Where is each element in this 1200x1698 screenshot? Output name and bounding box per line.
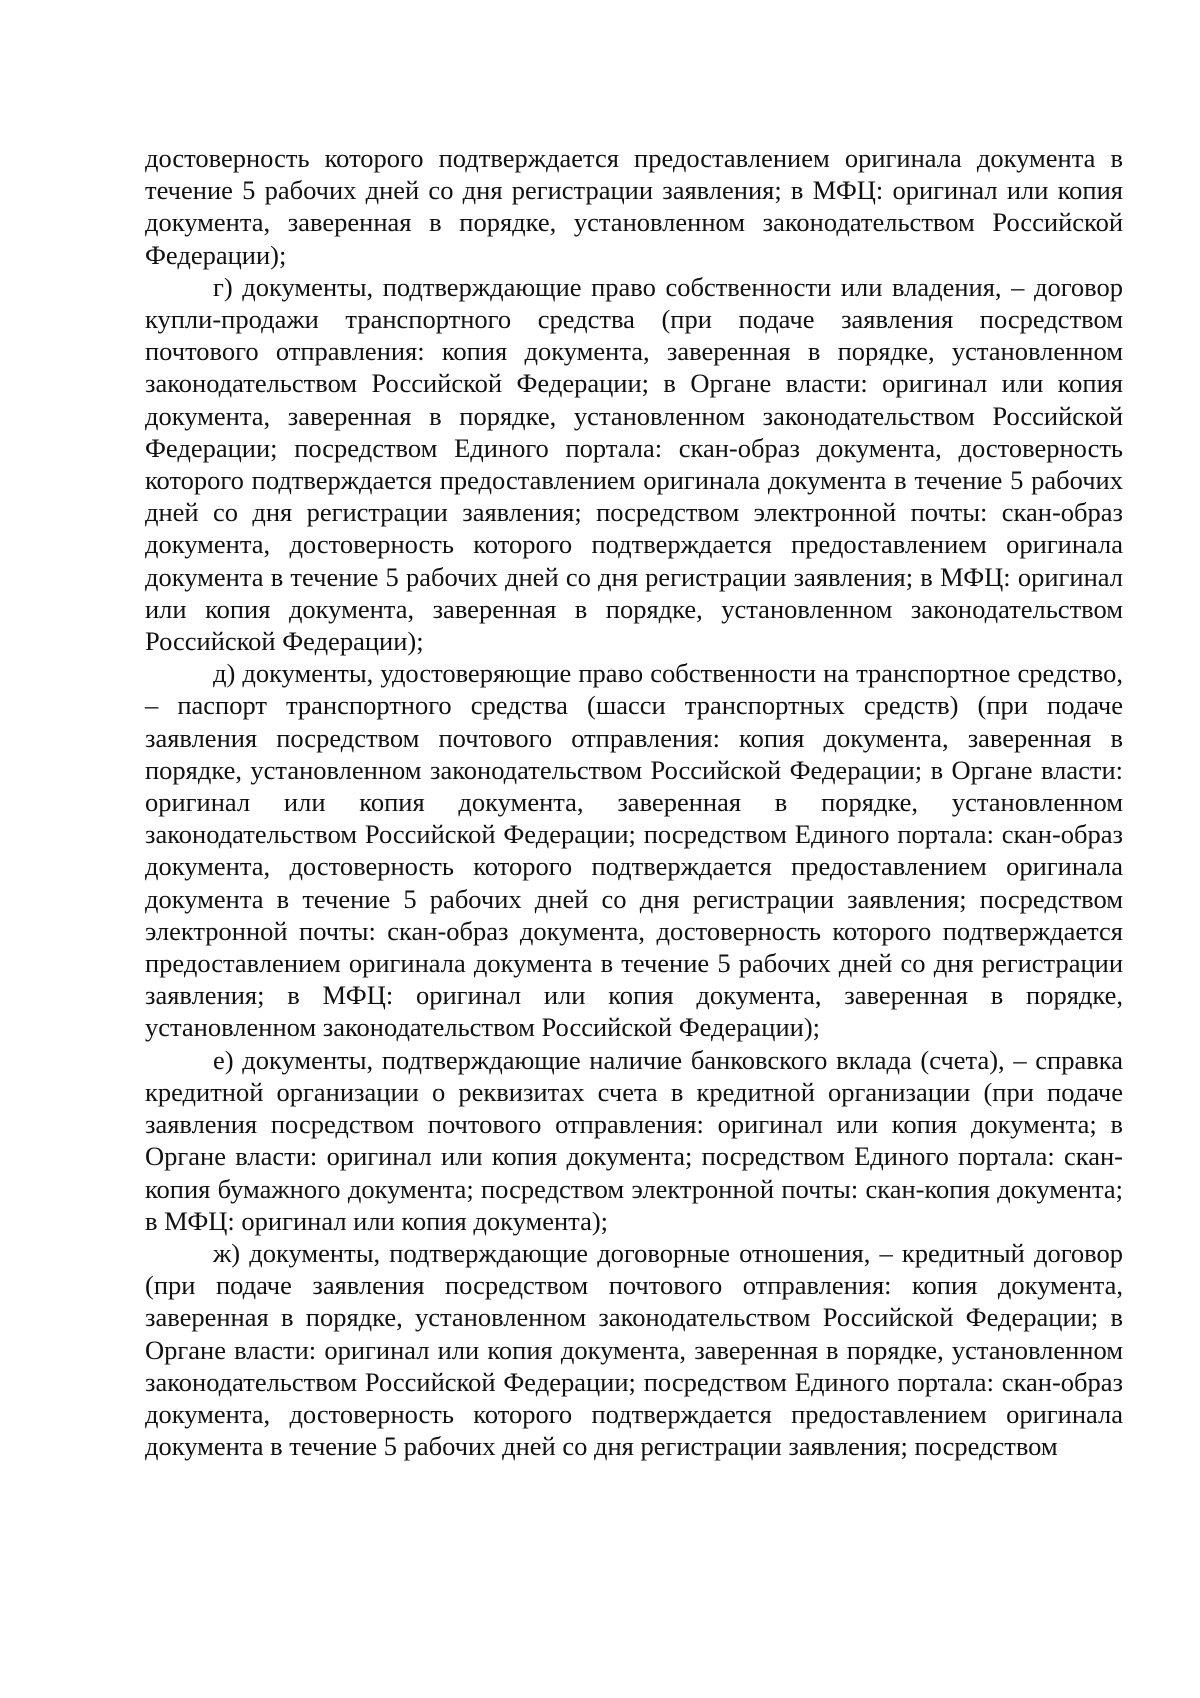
document-body [145,142,1123,1462]
paragraph-continuation: достоверность которого подтверждается предоставлением оригинала документа в течение 5 рабочих дней со дня регистрации заявления; в МФЦ: оригинал или копия документа, заверенная в порядке, установленном законодательством Российской Федерации); [145,143,1123,270]
paragraph-d: д) документы, удостоверяющие право собственности на транспортное средство, – паспорт транспортного средства (шасси транспортных средств) (при подаче заявления посредством почтового отправления: копия документа, заверенная в порядке, установленном законодательством Российской Федерации; в Органе власти: оригинал или копия документа, заверенная в порядке, установленном законодательством Российской Федерации; посредством Единого портала: скан-образ документа, достоверность которого подтверждается предоставлением оригинала документа в течение 5 рабочих дней со дня регистрации заявления; посредством электронной почты: скан-образ документа, достоверность которого подтверждается предоставлением оригинала документа в течение 5 рабочих дней со дня регистрации заявления; в МФЦ: оригинал или копия документа, заверенная в порядке, установленном законодательством Российской Федерации); [145,658,1123,1043]
paragraph-g: г) документы, подтверждающие право собственности или владения, – договор купли-продажи транспортного средства (при подаче заявления посредством почтового отправления: копия документа, заверенная в порядке, установленном законодательством Российской Федерации; в Органе власти: оригинал или копия документа, заверенная в порядке, установленном законодательством Российской Федерации; посредством Единого портала: скан-образ документа, достоверность которого подтверждается предоставлением оригинала документа в течение 5 рабочих дней со дня регистрации заявления; посредством электронной почты: скан-образ документа, достоверность которого подтверждается предоставлением оригинала документа в течение 5 рабочих дней со дня регистрации заявления; в МФЦ: оригинал или копия документа, заверенная в порядке, установленном законодательством Российской Федерации); [145,271,1123,657]
paragraph-zh: ж) документы, подтверждающие договорные отношения, – кредитный договор (при подаче заявления посредством почтового отправления: копия документа, заверенная в порядке, установленном законодательством Российской Федерации; в Органе власти: оригинал или копия документа, заверенная в порядке, установленном законодательством Российской Федерации; посредством Единого портала: скан-образ документа, достоверность которого подтверждается предоставлением оригинала документа в течение 5 рабочих дней со дня регистрации заявления; посредством [145,1237,1123,1462]
paragraph-e: е) документы, подтверждающие наличие банковского вклада (счета), – справка кредитной организации о реквизитах счета в кредитной организации (при подаче заявления посредством почтового отправления: оригинал или копия документа; в Органе власти: оригинал или копия документа; посредством Единого портала: скан-копия бумажного документа; посредством электронной почты: скан-копия документа; в МФЦ: оригинал или копия документа); [145,1044,1123,1236]
